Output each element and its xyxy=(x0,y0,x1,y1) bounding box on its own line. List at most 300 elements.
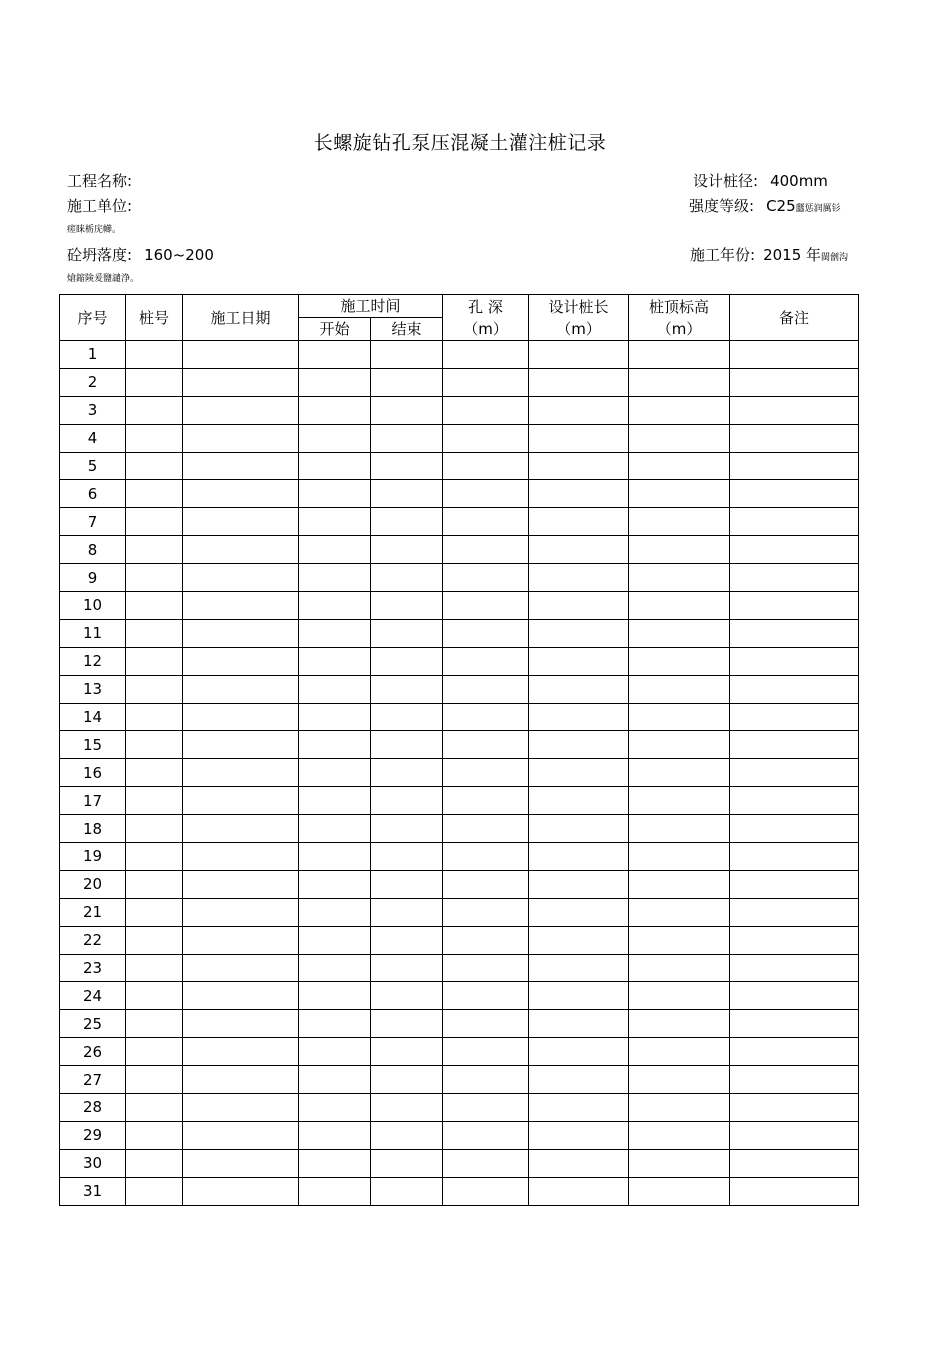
row-number: 22 xyxy=(60,926,126,954)
depth-cell[interactable] xyxy=(443,926,529,954)
start-time-cell[interactable] xyxy=(299,1177,371,1205)
remarks-cell[interactable] xyxy=(730,424,859,452)
remarks-cell[interactable] xyxy=(730,1177,859,1205)
end-time-cell[interactable] xyxy=(371,898,443,926)
top-elevation-cell[interactable] xyxy=(629,870,730,898)
table-row xyxy=(60,815,859,843)
date-cell[interactable] xyxy=(183,843,299,871)
top-elevation-cell[interactable] xyxy=(629,592,730,620)
start-time-cell[interactable] xyxy=(299,898,371,926)
depth-cell[interactable] xyxy=(443,870,529,898)
remarks-cell[interactable] xyxy=(730,1094,859,1122)
pile-no-cell[interactable] xyxy=(126,1010,183,1038)
depth-cell[interactable] xyxy=(443,954,529,982)
end-time-cell[interactable] xyxy=(371,1149,443,1177)
remarks-cell[interactable] xyxy=(730,564,859,592)
date-cell[interactable] xyxy=(183,341,299,369)
depth-cell[interactable] xyxy=(443,675,529,703)
depth-cell[interactable] xyxy=(443,647,529,675)
start-time-cell[interactable] xyxy=(299,870,371,898)
end-time-cell[interactable] xyxy=(371,424,443,452)
top-elevation-cell[interactable] xyxy=(629,759,730,787)
row-number: 23 xyxy=(60,954,126,982)
depth-cell[interactable] xyxy=(443,1010,529,1038)
remarks-cell[interactable] xyxy=(730,815,859,843)
depth-cell[interactable] xyxy=(443,480,529,508)
row-number: 18 xyxy=(60,815,126,843)
end-time-cell[interactable] xyxy=(371,982,443,1010)
design-length-cell[interactable] xyxy=(529,592,629,620)
row-number: 14 xyxy=(60,703,126,731)
table-row xyxy=(60,982,859,1010)
date-cell[interactable] xyxy=(183,396,299,424)
end-time-cell[interactable] xyxy=(371,1038,443,1066)
pile-no-cell[interactable] xyxy=(126,870,183,898)
table-row xyxy=(60,452,859,480)
design-length-cell[interactable] xyxy=(529,396,629,424)
end-time-cell[interactable] xyxy=(371,703,443,731)
design-length-cell[interactable] xyxy=(529,480,629,508)
top-elevation-cell[interactable] xyxy=(629,731,730,759)
strength-grade-field xyxy=(689,195,841,216)
header-top-elevation xyxy=(629,295,730,341)
table-body xyxy=(60,341,859,1206)
depth-cell[interactable] xyxy=(443,1066,529,1094)
remarks-cell[interactable] xyxy=(730,926,859,954)
table-row xyxy=(60,1149,859,1177)
row-number: 30 xyxy=(60,1149,126,1177)
remarks-cell[interactable] xyxy=(730,675,859,703)
pile-no-cell[interactable] xyxy=(126,898,183,926)
table-row xyxy=(60,787,859,815)
top-elevation-cell[interactable] xyxy=(629,452,730,480)
start-time-cell[interactable] xyxy=(299,843,371,871)
remarks-cell[interactable] xyxy=(730,452,859,480)
top-elevation-cell[interactable] xyxy=(629,675,730,703)
header-time-group: 施工时间 xyxy=(299,295,443,318)
design-length-cell[interactable] xyxy=(529,341,629,369)
depth-cell[interactable] xyxy=(443,592,529,620)
end-time-cell[interactable] xyxy=(371,759,443,787)
row-number: 13 xyxy=(60,675,126,703)
row-number: 9 xyxy=(60,564,126,592)
date-cell[interactable] xyxy=(183,424,299,452)
start-time-cell[interactable] xyxy=(299,1149,371,1177)
row-number: 28 xyxy=(60,1094,126,1122)
table-row xyxy=(60,480,859,508)
end-time-cell[interactable] xyxy=(371,1121,443,1149)
pile-no-cell[interactable] xyxy=(126,731,183,759)
end-time-cell[interactable] xyxy=(371,954,443,982)
pile-no-cell[interactable] xyxy=(126,368,183,396)
depth-cell[interactable] xyxy=(443,396,529,424)
end-time-cell[interactable] xyxy=(371,396,443,424)
date-cell[interactable] xyxy=(183,592,299,620)
remarks-cell[interactable] xyxy=(730,1121,859,1149)
start-time-cell[interactable] xyxy=(299,926,371,954)
design-length-cell[interactable] xyxy=(529,619,629,647)
top-elevation-cell[interactable] xyxy=(629,926,730,954)
note-line-2: 熗鏥険爰鹽譴浄。 xyxy=(67,274,140,284)
depth-cell[interactable] xyxy=(443,982,529,1010)
end-time-cell[interactable] xyxy=(371,368,443,396)
pile-no-cell[interactable] xyxy=(126,703,183,731)
start-time-cell[interactable] xyxy=(299,1121,371,1149)
table-row xyxy=(60,424,859,452)
pile-no-cell[interactable] xyxy=(126,647,183,675)
date-cell[interactable] xyxy=(183,926,299,954)
start-time-cell[interactable] xyxy=(299,954,371,982)
date-cell[interactable] xyxy=(183,759,299,787)
design-length-cell[interactable] xyxy=(529,870,629,898)
remarks-cell[interactable] xyxy=(730,759,859,787)
start-time-cell[interactable] xyxy=(299,675,371,703)
design-length-cell[interactable] xyxy=(529,1121,629,1149)
pile-no-cell[interactable] xyxy=(126,1038,183,1066)
top-elevation-cell[interactable] xyxy=(629,1121,730,1149)
pile-no-cell[interactable] xyxy=(126,759,183,787)
end-time-cell[interactable] xyxy=(371,731,443,759)
end-time-cell[interactable] xyxy=(371,675,443,703)
pile-no-cell[interactable] xyxy=(126,592,183,620)
start-time-cell[interactable] xyxy=(299,1038,371,1066)
top-elevation-cell[interactable] xyxy=(629,1149,730,1177)
design-length-cell[interactable] xyxy=(529,1094,629,1122)
row-number: 19 xyxy=(60,843,126,871)
top-elevation-cell[interactable] xyxy=(629,619,730,647)
design-length-cell[interactable] xyxy=(529,1177,629,1205)
end-time-cell[interactable] xyxy=(371,480,443,508)
pile-no-cell[interactable] xyxy=(126,787,183,815)
depth-cell[interactable] xyxy=(443,703,529,731)
remarks-cell[interactable] xyxy=(730,731,859,759)
pile-no-cell[interactable] xyxy=(126,424,183,452)
pile-no-cell[interactable] xyxy=(126,452,183,480)
design-length-cell[interactable] xyxy=(529,703,629,731)
design-length-cell[interactable] xyxy=(529,564,629,592)
start-time-cell[interactable] xyxy=(299,508,371,536)
year-note: 閩劊沟 xyxy=(821,253,849,263)
depth-cell[interactable] xyxy=(443,759,529,787)
start-time-cell[interactable] xyxy=(299,452,371,480)
pile-no-cell[interactable] xyxy=(126,843,183,871)
remarks-cell[interactable] xyxy=(730,898,859,926)
date-cell[interactable] xyxy=(183,368,299,396)
date-cell[interactable] xyxy=(183,731,299,759)
depth-cell[interactable] xyxy=(443,815,529,843)
date-cell[interactable] xyxy=(183,452,299,480)
start-time-cell[interactable] xyxy=(299,703,371,731)
start-time-cell[interactable] xyxy=(299,396,371,424)
date-cell[interactable] xyxy=(183,1094,299,1122)
end-time-cell[interactable] xyxy=(371,564,443,592)
remarks-cell[interactable] xyxy=(730,954,859,982)
pile-no-cell[interactable] xyxy=(126,536,183,564)
start-time-cell[interactable] xyxy=(299,815,371,843)
construction-unit-field xyxy=(67,195,132,216)
top-elevation-cell[interactable] xyxy=(629,843,730,871)
design-length-cell[interactable] xyxy=(529,647,629,675)
pile-no-cell[interactable] xyxy=(126,926,183,954)
end-time-cell[interactable] xyxy=(371,787,443,815)
pile-record-table xyxy=(59,294,859,1206)
end-time-cell[interactable] xyxy=(371,843,443,871)
pile-no-cell[interactable] xyxy=(126,1149,183,1177)
remarks-cell[interactable] xyxy=(730,1066,859,1094)
row-number: 20 xyxy=(60,870,126,898)
table-row xyxy=(60,843,859,871)
table-row xyxy=(60,731,859,759)
start-time-cell[interactable] xyxy=(299,480,371,508)
top-elevation-cell[interactable] xyxy=(629,982,730,1010)
strength-note: 瓥惩润厲钐 xyxy=(795,204,841,214)
depth-cell[interactable] xyxy=(443,341,529,369)
top-elevation-cell[interactable] xyxy=(629,1066,730,1094)
design-length-cell[interactable] xyxy=(529,452,629,480)
header-end: 结束 xyxy=(371,318,443,341)
end-time-cell[interactable] xyxy=(371,926,443,954)
start-time-cell[interactable] xyxy=(299,647,371,675)
table-row xyxy=(60,926,859,954)
pile-no-cell[interactable] xyxy=(126,815,183,843)
table-row xyxy=(60,954,859,982)
end-time-cell[interactable] xyxy=(371,592,443,620)
construction-year-field xyxy=(690,244,848,265)
table-row xyxy=(60,508,859,536)
date-cell[interactable] xyxy=(183,564,299,592)
year-label: 施工年份: xyxy=(690,246,756,264)
date-cell[interactable] xyxy=(183,480,299,508)
slump-label: 砼坍落度: xyxy=(67,246,133,264)
end-time-cell[interactable] xyxy=(371,1010,443,1038)
design-length-cell[interactable] xyxy=(529,815,629,843)
date-cell[interactable] xyxy=(183,508,299,536)
start-time-cell[interactable] xyxy=(299,341,371,369)
design-length-cell[interactable] xyxy=(529,982,629,1010)
depth-cell[interactable] xyxy=(443,787,529,815)
pile-no-cell[interactable] xyxy=(126,564,183,592)
top-elevation-cell[interactable] xyxy=(629,396,730,424)
design-length-cell[interactable] xyxy=(529,898,629,926)
remarks-cell[interactable] xyxy=(730,1010,859,1038)
end-time-cell[interactable] xyxy=(371,1094,443,1122)
remarks-cell[interactable] xyxy=(730,703,859,731)
remarks-cell[interactable] xyxy=(730,536,859,564)
date-cell[interactable] xyxy=(183,898,299,926)
start-time-cell[interactable] xyxy=(299,592,371,620)
start-time-cell[interactable] xyxy=(299,424,371,452)
start-time-cell[interactable] xyxy=(299,368,371,396)
end-time-cell[interactable] xyxy=(371,815,443,843)
pile-no-cell[interactable] xyxy=(126,1121,183,1149)
start-time-cell[interactable] xyxy=(299,1066,371,1094)
start-time-cell[interactable] xyxy=(299,1094,371,1122)
pile-no-cell[interactable] xyxy=(126,675,183,703)
top-elevation-cell[interactable] xyxy=(629,954,730,982)
top-elevation-cell[interactable] xyxy=(629,424,730,452)
date-cell[interactable] xyxy=(183,619,299,647)
date-cell[interactable] xyxy=(183,787,299,815)
depth-cell[interactable] xyxy=(443,1177,529,1205)
date-cell[interactable] xyxy=(183,703,299,731)
row-number: 8 xyxy=(60,536,126,564)
design-length-cell[interactable] xyxy=(529,368,629,396)
start-time-cell[interactable] xyxy=(299,982,371,1010)
pile-no-cell[interactable] xyxy=(126,341,183,369)
depth-cell[interactable] xyxy=(443,564,529,592)
design-length-cell[interactable] xyxy=(529,843,629,871)
end-time-cell[interactable] xyxy=(371,508,443,536)
date-cell[interactable] xyxy=(183,982,299,1010)
remarks-cell[interactable] xyxy=(730,870,859,898)
design-length-cell[interactable] xyxy=(529,1010,629,1038)
depth-cell[interactable] xyxy=(443,1094,529,1122)
start-time-cell[interactable] xyxy=(299,619,371,647)
depth-cell[interactable] xyxy=(443,368,529,396)
design-length-cell[interactable] xyxy=(529,1149,629,1177)
design-length-cell[interactable] xyxy=(529,536,629,564)
top-elevation-cell[interactable] xyxy=(629,1010,730,1038)
depth-cell[interactable] xyxy=(443,1149,529,1177)
depth-cell[interactable] xyxy=(443,1038,529,1066)
top-elevation-cell[interactable] xyxy=(629,564,730,592)
date-cell[interactable] xyxy=(183,1010,299,1038)
start-time-cell[interactable] xyxy=(299,759,371,787)
remarks-cell[interactable] xyxy=(730,341,859,369)
top-elevation-cell[interactable] xyxy=(629,703,730,731)
end-time-cell[interactable] xyxy=(371,536,443,564)
pile-no-cell[interactable] xyxy=(126,619,183,647)
pile-no-cell[interactable] xyxy=(126,396,183,424)
depth-cell[interactable] xyxy=(443,898,529,926)
pile-no-cell[interactable] xyxy=(126,1094,183,1122)
depth-cell[interactable] xyxy=(443,452,529,480)
top-elevation-cell[interactable] xyxy=(629,536,730,564)
top-elevation-cell[interactable] xyxy=(629,368,730,396)
date-cell[interactable] xyxy=(183,1038,299,1066)
top-elevation-cell[interactable] xyxy=(629,341,730,369)
remarks-cell[interactable] xyxy=(730,508,859,536)
remarks-cell[interactable] xyxy=(730,1149,859,1177)
end-time-cell[interactable] xyxy=(371,452,443,480)
end-time-cell[interactable] xyxy=(371,1177,443,1205)
design-length-cell[interactable] xyxy=(529,759,629,787)
depth-cell[interactable] xyxy=(443,843,529,871)
design-length-cell[interactable] xyxy=(529,1066,629,1094)
remarks-cell[interactable] xyxy=(730,592,859,620)
date-cell[interactable] xyxy=(183,815,299,843)
depth-cell[interactable] xyxy=(443,508,529,536)
remarks-cell[interactable] xyxy=(730,368,859,396)
header-depth xyxy=(443,295,529,341)
remarks-cell[interactable] xyxy=(730,647,859,675)
design-diameter-value: 400mm xyxy=(770,172,828,190)
pile-no-cell[interactable] xyxy=(126,1066,183,1094)
row-number: 6 xyxy=(60,480,126,508)
date-cell[interactable] xyxy=(183,870,299,898)
design-diameter-field xyxy=(693,170,828,191)
table-row xyxy=(60,619,859,647)
depth-cell[interactable] xyxy=(443,731,529,759)
end-time-cell[interactable] xyxy=(371,1066,443,1094)
pile-no-cell[interactable] xyxy=(126,508,183,536)
remarks-cell[interactable] xyxy=(730,619,859,647)
design-length-cell[interactable] xyxy=(529,731,629,759)
row-number: 12 xyxy=(60,647,126,675)
top-elevation-cell[interactable] xyxy=(629,1038,730,1066)
end-time-cell[interactable] xyxy=(371,619,443,647)
top-elevation-cell[interactable] xyxy=(629,1177,730,1205)
top-elevation-cell[interactable] xyxy=(629,508,730,536)
date-cell[interactable] xyxy=(183,954,299,982)
pile-no-cell[interactable] xyxy=(126,1177,183,1205)
design-length-cell[interactable] xyxy=(529,508,629,536)
depth-cell[interactable] xyxy=(443,1121,529,1149)
depth-cell[interactable] xyxy=(443,424,529,452)
start-time-cell[interactable] xyxy=(299,536,371,564)
remarks-cell[interactable] xyxy=(730,396,859,424)
remarks-cell[interactable] xyxy=(730,982,859,1010)
table-row xyxy=(60,675,859,703)
design-length-cell[interactable] xyxy=(529,424,629,452)
top-elevation-cell[interactable] xyxy=(629,787,730,815)
design-length-cell[interactable] xyxy=(529,1038,629,1066)
table-row xyxy=(60,759,859,787)
remarks-cell[interactable] xyxy=(730,843,859,871)
top-elevation-cell[interactable] xyxy=(629,1094,730,1122)
top-elevation-cell[interactable] xyxy=(629,647,730,675)
date-cell[interactable] xyxy=(183,1177,299,1205)
top-elevation-cell[interactable] xyxy=(629,898,730,926)
start-time-cell[interactable] xyxy=(299,731,371,759)
design-length-cell[interactable] xyxy=(529,926,629,954)
project-name-field xyxy=(67,170,132,191)
row-number: 3 xyxy=(60,396,126,424)
end-time-cell[interactable] xyxy=(371,647,443,675)
pile-no-cell[interactable] xyxy=(126,982,183,1010)
design-length-cell[interactable] xyxy=(529,675,629,703)
construction-unit-label: 施工单位: xyxy=(67,197,133,215)
design-length-cell[interactable] xyxy=(529,787,629,815)
date-cell[interactable] xyxy=(183,647,299,675)
date-cell[interactable] xyxy=(183,675,299,703)
date-cell[interactable] xyxy=(183,1149,299,1177)
end-time-cell[interactable] xyxy=(371,341,443,369)
top-elevation-cell[interactable] xyxy=(629,815,730,843)
pile-no-cell[interactable] xyxy=(126,480,183,508)
design-length-cell[interactable] xyxy=(529,954,629,982)
remarks-cell[interactable] xyxy=(730,1038,859,1066)
end-time-cell[interactable] xyxy=(371,870,443,898)
remarks-cell[interactable] xyxy=(730,787,859,815)
header-date: 施工日期 xyxy=(183,295,299,341)
top-elevation-cell[interactable] xyxy=(629,480,730,508)
date-cell[interactable] xyxy=(183,1066,299,1094)
design-diameter-label: 设计桩径: xyxy=(693,172,759,190)
date-cell[interactable] xyxy=(183,1121,299,1149)
header-seq: 序号 xyxy=(60,295,126,341)
start-time-cell[interactable] xyxy=(299,787,371,815)
start-time-cell[interactable] xyxy=(299,1010,371,1038)
remarks-cell[interactable] xyxy=(730,480,859,508)
depth-cell[interactable] xyxy=(443,536,529,564)
start-time-cell[interactable] xyxy=(299,564,371,592)
pile-no-cell[interactable] xyxy=(126,954,183,982)
row-number: 11 xyxy=(60,619,126,647)
slump-field xyxy=(67,244,214,265)
date-cell[interactable] xyxy=(183,536,299,564)
depth-cell[interactable] xyxy=(443,619,529,647)
